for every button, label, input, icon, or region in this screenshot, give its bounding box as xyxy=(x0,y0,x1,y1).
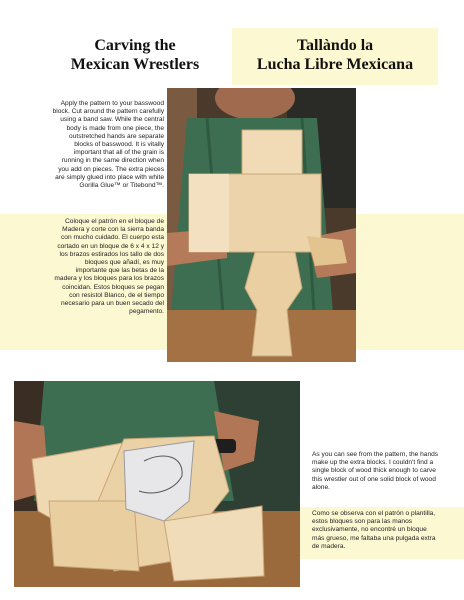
title-spanish-line1: Tallàndo la xyxy=(296,37,374,54)
photo-carving-block-svg xyxy=(167,88,356,362)
title-english xyxy=(40,36,230,74)
photo-pattern-blocks-svg xyxy=(14,381,300,587)
title-spanish-line2: Lucha Libre Mexicana xyxy=(256,56,414,73)
photo-pattern-blocks xyxy=(14,381,300,587)
paragraph-pattern-english: As you can see from the pattern, the hands make up the extra blocks. I couldn't find a single block of wood thick enough to carve this wrestler out of one solid block of wood alone. xyxy=(312,451,439,491)
photo-carving-block xyxy=(167,88,356,362)
title-english-line2: Mexican Wrestlers xyxy=(70,56,200,73)
title-spanish xyxy=(232,36,438,74)
title-english-line1: Carving the xyxy=(94,37,176,54)
paragraph-intro-english: Apply the pattern to your basswood block. Cut around the pattern carefully using a band saw. While the central body is made from one piece, the outstretched hands are separate blocks of basswood. It is vitally important that all of the grain is running in the same direction when you add on pieces. The extra pieces are simply glued into place with white Gorilla Glue™ or Titebond™. xyxy=(52,100,164,190)
paragraph-intro-spanish: Coloque el patrón en el bloque de Madera y corte con la sierra banda con mucho cuidado. El cuerpo esta cortado en un bloque de 6 x 4 x 12 y los brazos estirados los tallo de dos bloques que añadí, es muy importante que las betas de la madera y los bloques para los brazos coincidan. Estos bloques se pegan con resistol Blanco, de el tiempo necesario para un buen secado del pegamento. xyxy=(54,218,164,316)
paragraph-pattern-spanish: Como se observa con el patrón o plantilla, estos bloques son para las manos exclusivamente, no encontré un bloque más grueso, me faltaba una pulgada extra de madera. xyxy=(312,510,436,550)
